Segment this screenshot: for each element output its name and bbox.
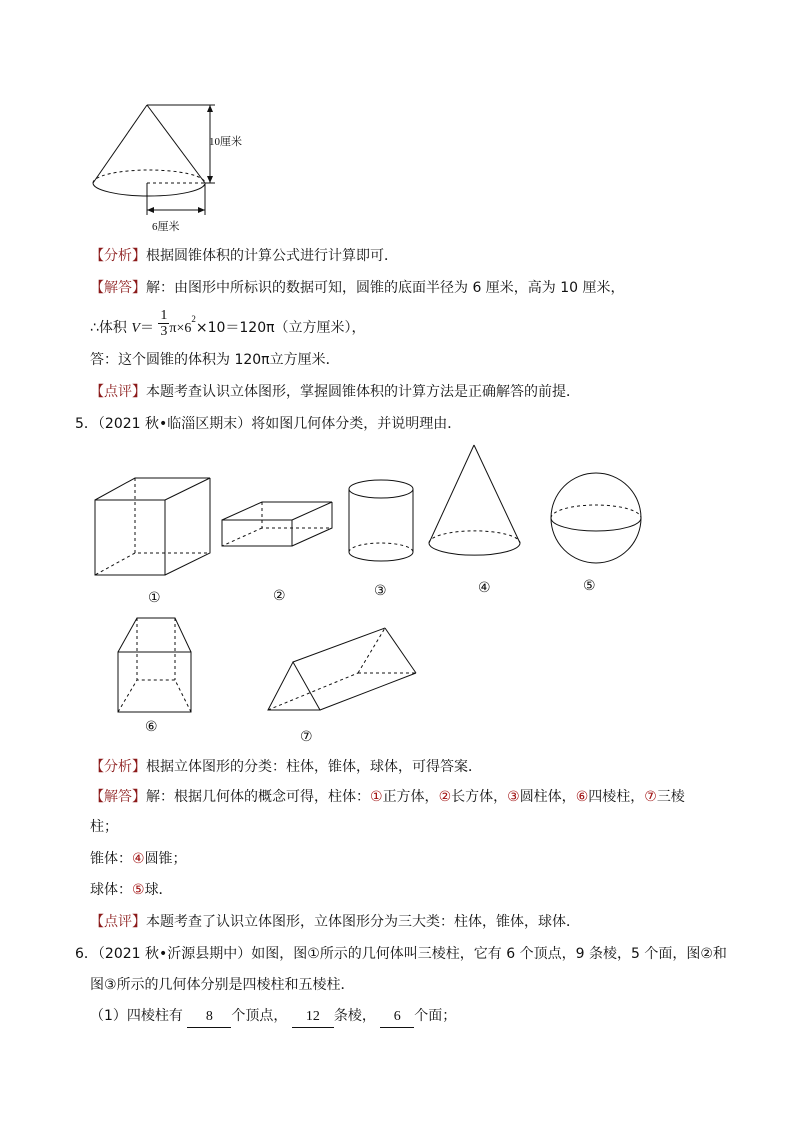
shape-label-2: ② — [273, 588, 286, 604]
q6-stem-line2 — [90, 975, 355, 995]
sphere-shape — [551, 473, 641, 563]
answer-tag: 【解答】 — [90, 789, 146, 805]
type-quad-prism: 四棱柱， — [588, 789, 645, 805]
q6-stem-part1: 6．（2021 秋•沂源县期中）如图，图 — [75, 946, 308, 962]
type-sphere: 球． — [144, 882, 173, 898]
type-cuboid: 长方体， — [451, 789, 508, 805]
q4-formula-line — [90, 306, 366, 342]
analysis-tag: 【分析】 — [90, 759, 146, 775]
shape-label-7: ⑦ — [300, 729, 313, 745]
comment-text: 本题考查认识立体图形，掌握圆锥体积的计算方法是正确解答的前提． — [146, 384, 580, 400]
shape-label-5: ⑤ — [583, 578, 596, 594]
shape-label-1: ① — [148, 590, 161, 606]
q6-stem-line2-pre: 图 — [90, 977, 104, 993]
comment-tag: 【点评】 — [90, 914, 146, 930]
q5-sphere-line — [90, 880, 173, 900]
sphere-prefix: 球体： — [90, 882, 132, 898]
answer-text: 解：由图形中所标识的数据可知，圆锥的底面半径为 6 厘米，高为 10 厘米， — [146, 280, 625, 296]
marker-1: ① — [370, 789, 383, 805]
type-cone: 圆锥； — [144, 851, 187, 867]
cone-radius-label: 6厘米 — [152, 221, 180, 233]
quad-prism-shape — [118, 618, 191, 712]
fraction-denominator: 3 — [160, 324, 168, 339]
shape-label-6: ⑥ — [145, 719, 158, 735]
cone-figure — [85, 95, 255, 235]
q5-answer-cont: 柱； — [90, 819, 118, 835]
q6-marker-1: ① — [307, 946, 320, 962]
q6-stem-part2: 所示的几何体叫三棱柱，它有 6 个顶点，9 条棱，5 个面，图 — [319, 946, 701, 962]
marker-5: ⑤ — [132, 882, 145, 898]
comment-text: 本题考查了认识立体图形，立体图形分为三大类：柱体，锥体，球体． — [146, 914, 580, 930]
q5-stem: 5．（2021 秋•临淄区期末）将如图几何体分类，并说明理由． — [75, 416, 462, 432]
q4-comment-line — [90, 382, 580, 402]
marker-3: ③ — [507, 789, 520, 805]
tri-prism-shape — [268, 628, 416, 710]
q6-stem-line2-text: 所示的几何体分别是四棱柱和五棱柱． — [116, 977, 355, 993]
cone-prefix: 锥体： — [90, 851, 132, 867]
answer-vertices: 8 — [187, 1007, 231, 1028]
q4-answer-line — [90, 278, 625, 298]
q6-stem-line1 — [75, 944, 727, 964]
marker-4: ④ — [132, 851, 145, 867]
type-cube: 正方体， — [382, 789, 439, 805]
fraction-numerator: 1 — [160, 308, 168, 323]
formula-sup: 2 — [191, 313, 196, 324]
answer-faces: 6 — [380, 1007, 414, 1028]
cylinder-shape — [349, 480, 413, 561]
analysis-tag: 【分析】 — [90, 248, 146, 264]
q6-stem-part3: 和 — [712, 946, 727, 962]
analysis-text: 根据圆锥体积的计算公式进行计算即可． — [146, 248, 398, 264]
shape-label-4: ④ — [478, 580, 491, 596]
formula-eq: ＝ — [139, 319, 154, 336]
sub1-mid1: 个顶点， — [231, 1008, 288, 1024]
analysis-text: 根据立体图形的分类：柱体，锥体，球体，可得答案． — [146, 759, 482, 775]
cuboid-shape — [222, 502, 332, 546]
marker-7: ⑦ — [644, 789, 657, 805]
q6-sub1 — [90, 1006, 456, 1028]
q5-analysis-line — [90, 757, 482, 777]
shape-label-3: ③ — [374, 583, 387, 599]
q4-conclusion: 答：这个圆锥的体积为 120π立方厘米． — [90, 352, 340, 368]
cone-height-label: 10厘米 — [209, 136, 242, 148]
q6-marker-2: ② — [700, 946, 713, 962]
q5-answer-line — [90, 787, 685, 807]
answer-edges: 12 — [292, 1007, 334, 1028]
formula-rest: π×6 — [169, 320, 192, 336]
type-cylinder: 圆柱体， — [519, 789, 576, 805]
fraction — [158, 308, 169, 339]
cone-shape — [429, 445, 520, 555]
q5-comment-line — [90, 912, 580, 932]
type-tri-prism: 三棱 — [656, 789, 685, 805]
comment-tag: 【点评】 — [90, 384, 146, 400]
marker-6: ⑥ — [575, 789, 589, 805]
q5-cone-line — [90, 849, 187, 869]
sub1-prefix: （1）四棱柱有 — [90, 1008, 183, 1024]
q5-shapes — [80, 440, 700, 740]
cube-shape — [95, 478, 210, 575]
q4-analysis-line — [90, 246, 398, 266]
sub1-end: 个面； — [414, 1008, 457, 1024]
formula-tail: ×10＝120π（立方厘米）， — [195, 319, 366, 336]
sub1-mid2: 条棱， — [333, 1008, 376, 1024]
answer-tag: 【解答】 — [90, 280, 146, 296]
q6-marker-3: ③ — [104, 977, 117, 993]
formula-v: V — [131, 320, 140, 336]
formula-prefix: ∴体积 — [90, 319, 127, 336]
marker-2: ② — [438, 789, 452, 805]
answer-text: 解：根据几何体的概念可得，柱体： — [146, 789, 370, 805]
